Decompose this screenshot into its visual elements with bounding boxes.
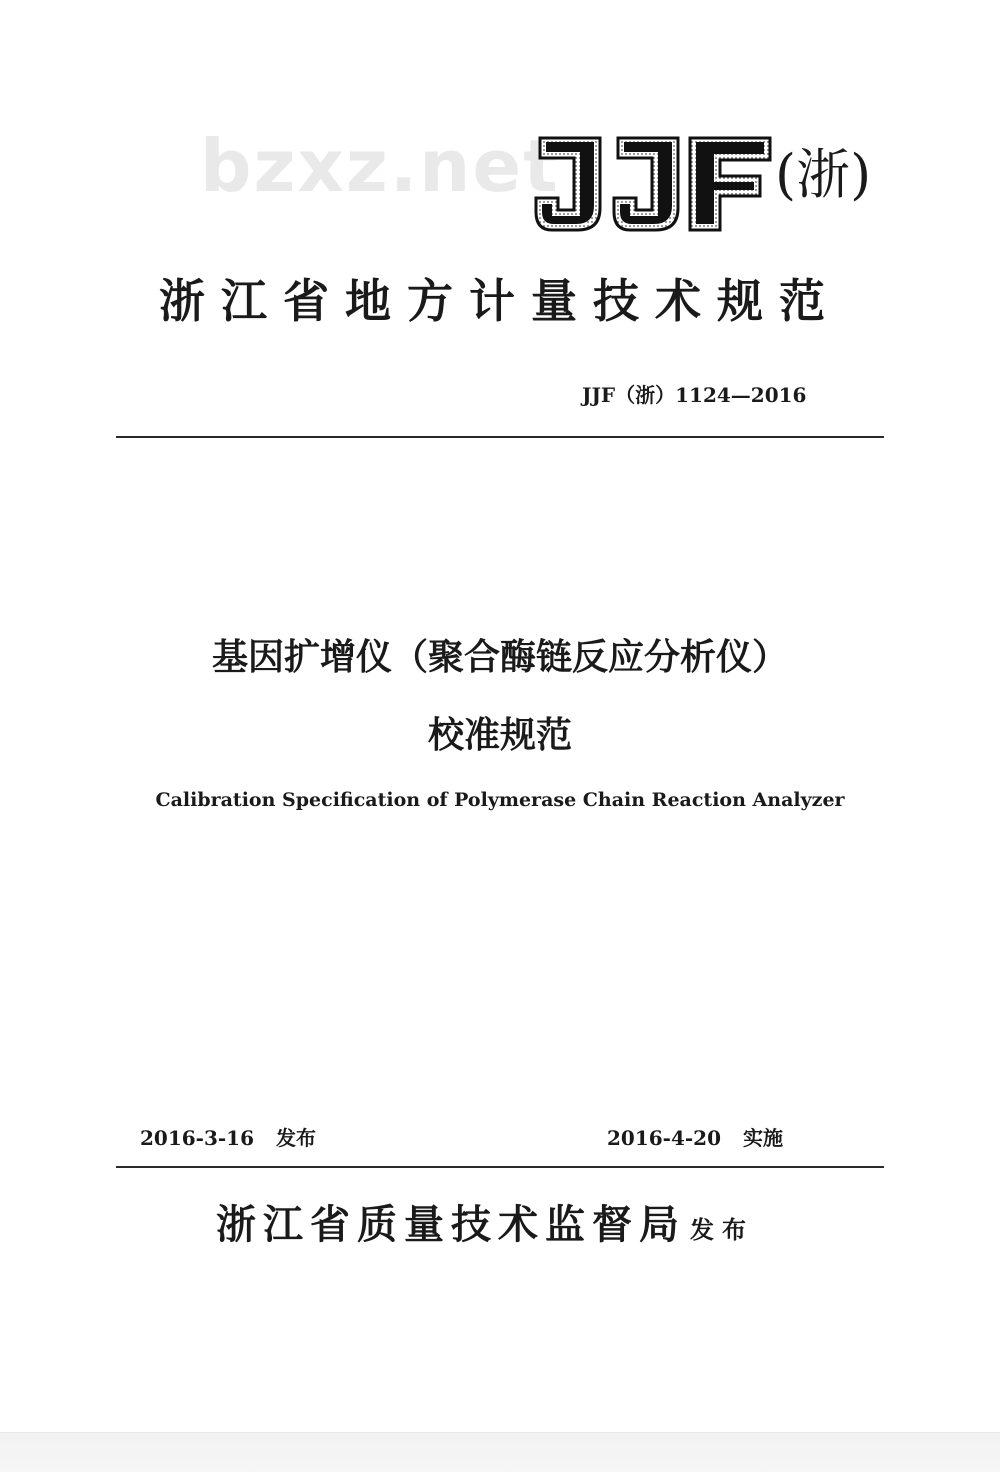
header-divider xyxy=(116,436,884,438)
issuer-name: 浙江省质量技术监督局 xyxy=(216,1202,686,1248)
jjf-logo-icon xyxy=(530,128,775,243)
title-english: Calibration Specification of Polymerase Chain Reaction Analyzer xyxy=(155,789,845,811)
jjf-logo xyxy=(530,128,900,243)
effective-date: 2016-4-20 xyxy=(607,1126,722,1150)
title-chinese-line2: 校准规范 xyxy=(427,715,572,756)
issue-date-block xyxy=(140,1128,316,1148)
issuer-action: 发布 xyxy=(690,1216,754,1244)
watermark-text: bzxz.net xyxy=(200,124,560,208)
footer-divider xyxy=(116,1166,884,1168)
page-bottom-band xyxy=(0,1432,1000,1472)
issuer-line xyxy=(216,1202,754,1248)
title-chinese-line1: 基因扩增仪（聚合酶链反应分析仪） xyxy=(211,637,788,678)
series-title: 浙江省地方计量技术规范 xyxy=(159,274,841,328)
issue-label: 发布 xyxy=(276,1126,317,1150)
effective-date-block xyxy=(607,1128,783,1148)
issue-date: 2016-3-16 xyxy=(140,1126,255,1150)
logo-province-suffix: (浙) xyxy=(775,143,872,206)
document-number: JJF（浙）1124—2016 xyxy=(582,383,807,407)
effective-label: 实施 xyxy=(743,1126,784,1150)
